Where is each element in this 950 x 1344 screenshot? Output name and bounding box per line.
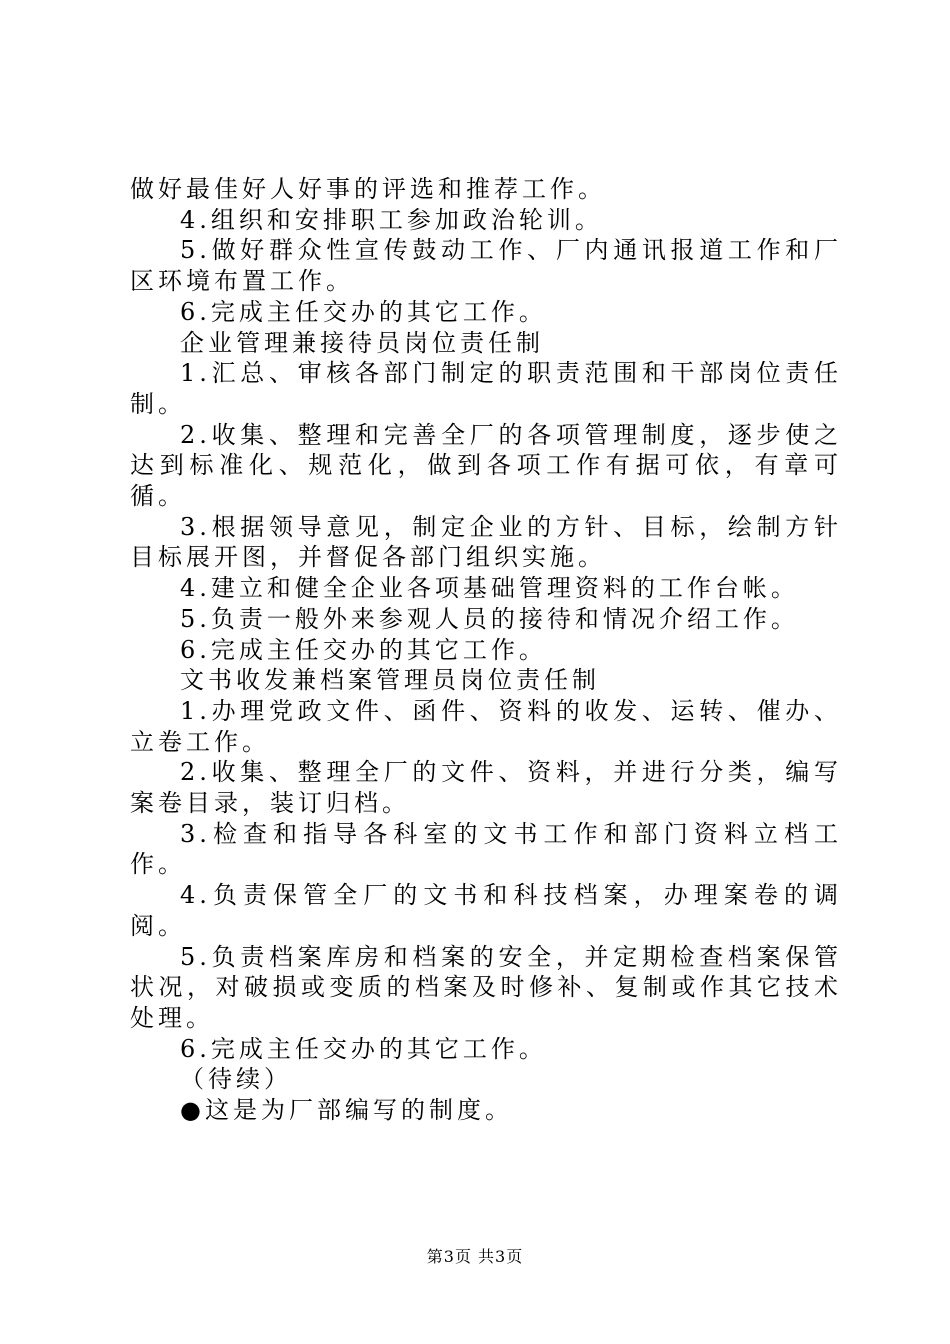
paragraph-17: 5.负责档案库房和档案的安全，并定期检查档案保管状况，对破损或变质的档案及时修补、复制或作其它技术处理。 <box>130 942 842 1032</box>
paragraph-6: 1.汇总、审核各部门制定的职责范围和干部岗位责任制。 <box>130 359 842 418</box>
paragraph-8: 3.根据领导意见，制定企业的方针、目标，绘制方针目标展开图，并督促各部门组织实施。 <box>130 512 842 572</box>
page-footer <box>0 1244 950 1267</box>
paragraph-2: 4.组织和安排职工参加政治轮训。 <box>180 205 603 234</box>
paragraph-4: 6.完成主任交办的其它工作。 <box>180 297 547 326</box>
closing-note: ●这是为厂部编写的制度。 <box>180 1096 513 1125</box>
paragraph-16: 4.负责保管全厂的文书和科技档案，办理案卷的调阅。 <box>130 881 842 940</box>
paragraph-7: 2.收集、整理和完善全厂的各项管理制度，逐步使之达到标准化、规范化，做到各项工作有据可依，有章可循。 <box>130 420 842 511</box>
paragraph-3: 5.做好群众性宣传鼓动工作、厂内通讯报道工作和厂区环境布置工作。 <box>130 236 842 296</box>
paragraph-11: 6.完成主任交办的其它工作。 <box>180 635 547 664</box>
paragraph-1: 做好最佳好人好事的评选和推荐工作。 <box>130 175 606 203</box>
paragraph-13: 1.办理党政文件、函件、资料的收发、运转、催办、立卷工作。 <box>130 696 842 756</box>
paragraph-9: 4.建立和健全企业各项基础管理资料的工作台帐。 <box>180 574 799 603</box>
page-number-label: 第3页 共3页 <box>426 1247 524 1266</box>
paragraph-15: 3.检查和指导各科室的文书工作和部门资料立档工作。 <box>130 819 842 879</box>
paragraph-14: 2.收集、整理全厂的文件、资料，并进行分类，编写案卷目录，装订归档。 <box>130 758 842 818</box>
section-heading-enterprise-management: 企业管理兼接待员岗位责任制 <box>180 328 544 357</box>
to-be-continued-note: （待续） <box>180 1065 292 1094</box>
section-heading-document-archive: 文书收发兼档案管理员岗位责任制 <box>180 666 600 695</box>
document-body <box>130 174 842 1126</box>
paragraph-18: 6.完成主任交办的其它工作。 <box>180 1034 547 1063</box>
paragraph-10: 5.负责一般外来参观人员的接待和情况介绍工作。 <box>180 604 799 633</box>
